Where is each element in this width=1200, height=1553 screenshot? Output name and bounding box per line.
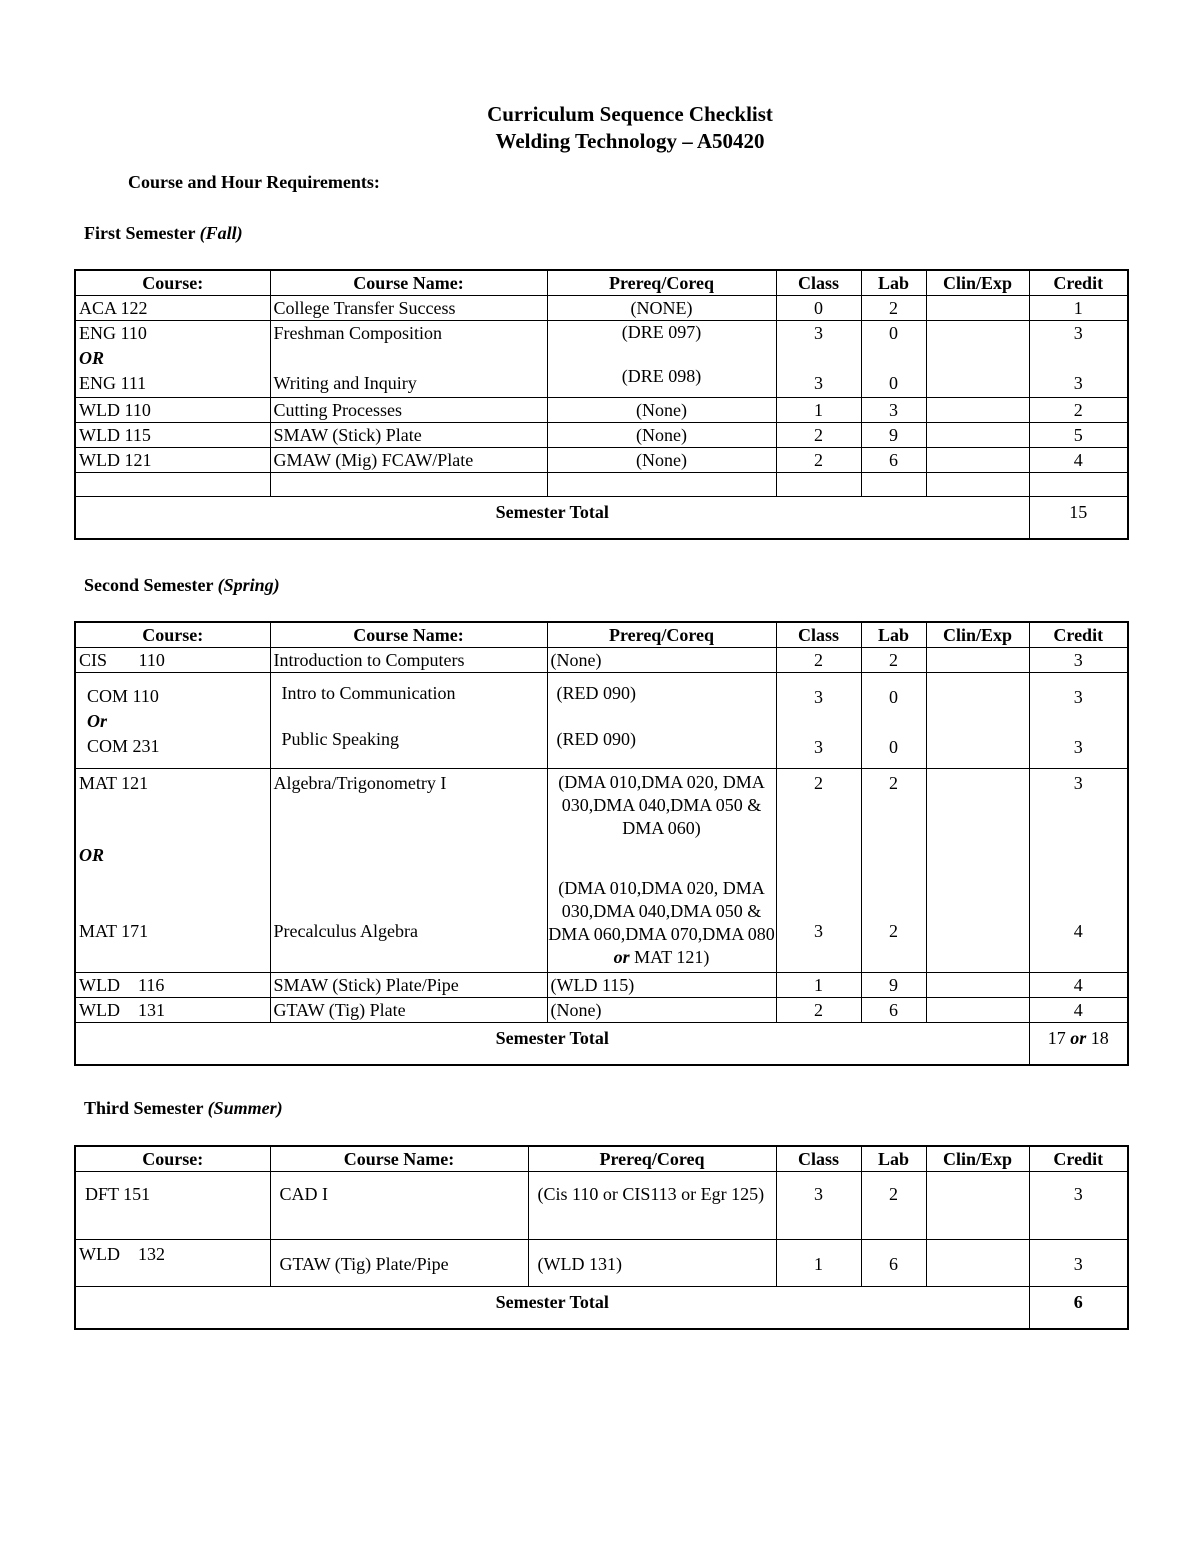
prereq: (Cis 110 or CIS113 or Egr 125) <box>528 1172 776 1240</box>
clin-hours <box>926 448 1029 473</box>
col-course: Course: <box>75 270 270 296</box>
table-row <box>75 973 1128 998</box>
clin-hours <box>926 398 1029 423</box>
course-code: ACA 122 <box>75 296 270 321</box>
lab-hours: 9 <box>861 423 926 448</box>
course-code-a: ENG 110 <box>79 323 147 343</box>
course-name-a: Algebra/Trigonometry I <box>273 773 447 793</box>
col-credit: Credit <box>1029 270 1128 296</box>
lab-hours <box>861 769 926 973</box>
class-hours: 1 <box>776 398 861 423</box>
semester-label: First Semester <box>84 223 196 243</box>
course-code: WLD 110 <box>75 398 270 423</box>
credit-hours: 3 <box>1029 1172 1128 1240</box>
lab-hours: 9 <box>861 973 926 998</box>
col-credit: Credit <box>1029 1146 1128 1172</box>
lab-a: 2 <box>889 773 898 793</box>
semester-term: (Spring) <box>217 575 280 595</box>
or-label: or <box>613 947 630 967</box>
course-code: WLD 115 <box>75 423 270 448</box>
course-name <box>270 673 547 769</box>
class-b: 3 <box>814 737 823 757</box>
course-name-b: Writing and Inquiry <box>273 373 417 393</box>
table-row <box>75 1172 1128 1240</box>
credit-hours: 3 <box>1029 1240 1128 1287</box>
credit-hours <box>1029 321 1128 398</box>
course-table-summer <box>74 1145 1129 1330</box>
prereq-b: (RED 090) <box>556 729 636 749</box>
lab-hours: 3 <box>861 398 926 423</box>
table-row <box>75 321 1128 398</box>
class-hours: 2 <box>776 423 861 448</box>
lab-b: 0 <box>889 373 898 393</box>
course-table-spring <box>74 621 1129 1066</box>
class-hours <box>776 673 861 769</box>
table-row <box>75 648 1128 673</box>
or-label: OR <box>79 845 105 865</box>
lab-hours <box>861 673 926 769</box>
credit-hours: 3 <box>1029 648 1128 673</box>
col-course-name: Course Name: <box>270 1146 528 1172</box>
credit-hours <box>1029 673 1128 769</box>
class-b: 3 <box>814 373 823 393</box>
class-a: 3 <box>814 687 823 707</box>
credit-a: 3 <box>1073 323 1083 343</box>
class-a: 3 <box>814 323 823 343</box>
col-class: Class <box>776 1146 861 1172</box>
semester-heading-summer <box>84 1098 283 1119</box>
col-class: Class <box>776 622 861 648</box>
course-name <box>270 769 547 973</box>
document-title: Curriculum Sequence Checklist <box>487 102 773 126</box>
prereq: (NONE) <box>547 296 776 321</box>
table-row <box>75 1240 1128 1287</box>
col-class: Class <box>776 270 861 296</box>
course-code: WLD 121 <box>75 448 270 473</box>
clin-hours <box>926 321 1029 398</box>
prereq: (None) <box>547 648 776 673</box>
course-table-fall <box>74 269 1129 540</box>
course-name: College Transfer Success <box>270 296 547 321</box>
semester-total-label: Semester Total <box>75 1287 1029 1329</box>
class-hours: 2 <box>776 448 861 473</box>
semester-label: Second Semester <box>84 575 214 595</box>
semester-total-label: Semester Total <box>75 497 1029 539</box>
lab-a: 0 <box>889 687 898 707</box>
clin-hours <box>926 998 1029 1023</box>
course-name: Cutting Processes <box>270 398 547 423</box>
col-credit: Credit <box>1029 622 1128 648</box>
semester-heading-spring <box>84 575 280 596</box>
clin-hours <box>926 769 1029 973</box>
prereq: (WLD 115) <box>547 973 776 998</box>
col-prereq: Prereq/Coreq <box>547 622 776 648</box>
class-hours: 3 <box>776 1172 861 1240</box>
credit-hours <box>1029 769 1128 973</box>
table-row <box>75 423 1128 448</box>
clin-hours <box>926 296 1029 321</box>
col-course-name: Course Name: <box>270 622 547 648</box>
prereq <box>547 769 776 973</box>
lab-hours: 6 <box>861 448 926 473</box>
prereq: (WLD 131) <box>528 1240 776 1287</box>
class-hours: 1 <box>776 1240 861 1287</box>
course-name: CAD I <box>270 1172 528 1240</box>
class-hours <box>776 321 861 398</box>
lab-b: 2 <box>889 921 898 941</box>
course-name: SMAW (Stick) Plate <box>270 423 547 448</box>
credit-hours: 2 <box>1029 398 1128 423</box>
clin-hours <box>926 1240 1029 1287</box>
col-course: Course: <box>75 622 270 648</box>
prereq-a: (DRE 097) <box>621 322 702 342</box>
table-row <box>75 998 1128 1023</box>
credit-b: 3 <box>1073 737 1083 757</box>
course-code: WLD 116 <box>75 973 270 998</box>
course-code-b: COM 231 <box>87 736 160 756</box>
course-code-b: MAT 171 <box>79 921 149 941</box>
course-code <box>75 321 270 398</box>
course-code: DFT 151 <box>75 1172 270 1240</box>
or-label: OR <box>79 348 105 368</box>
table-header-row <box>75 622 1128 648</box>
course-name <box>270 321 547 398</box>
table-row <box>75 448 1128 473</box>
course-code <box>75 673 270 769</box>
table-header-row <box>75 270 1128 296</box>
col-prereq: Prereq/Coreq <box>547 270 776 296</box>
course-name: GMAW (Mig) FCAW/Plate <box>270 448 547 473</box>
course-name-b: Public Speaking <box>281 729 399 749</box>
course-code-a: COM 110 <box>87 686 159 706</box>
table-row <box>75 296 1128 321</box>
lab-hours: 2 <box>861 648 926 673</box>
lab-a: 0 <box>889 323 898 343</box>
empty-row <box>75 473 1128 497</box>
class-b: 3 <box>814 921 823 941</box>
lab-hours: 2 <box>861 296 926 321</box>
lab-hours <box>861 321 926 398</box>
lab-hours: 6 <box>861 998 926 1023</box>
prereq-a: (DMA 010,DMA 020, DMA 030,DMA 040,DMA 050 & DMA 060) <box>558 772 765 838</box>
lab-hours: 2 <box>861 1172 926 1240</box>
credit-hours: 1 <box>1029 296 1128 321</box>
prereq <box>547 673 776 769</box>
prereq: (None) <box>547 398 776 423</box>
credit-b: 4 <box>1073 921 1083 941</box>
prereq <box>547 321 776 398</box>
semester-term: (Fall) <box>199 223 243 243</box>
table-header-row <box>75 1146 1128 1172</box>
or-label: Or <box>87 711 108 731</box>
col-lab: Lab <box>861 1146 926 1172</box>
col-lab: Lab <box>861 270 926 296</box>
credit-hours: 4 <box>1029 998 1128 1023</box>
lab-b: 0 <box>889 737 898 757</box>
semester-term: (Summer) <box>207 1098 283 1118</box>
prereq-b: (DRE 098) <box>621 366 702 386</box>
course-code: WLD 131 <box>75 998 270 1023</box>
semester-heading-fall <box>84 223 243 244</box>
credit-a: 3 <box>1073 773 1083 793</box>
clin-hours <box>926 648 1029 673</box>
col-prereq: Prereq/Coreq <box>528 1146 776 1172</box>
clin-hours <box>926 973 1029 998</box>
class-hours <box>776 769 861 973</box>
credit-hours: 4 <box>1029 973 1128 998</box>
credit-b: 3 <box>1073 373 1083 393</box>
class-a: 2 <box>814 773 823 793</box>
col-clin: Clin/Exp <box>926 622 1029 648</box>
course-name: SMAW (Stick) Plate/Pipe <box>270 973 547 998</box>
semester-total-row <box>75 1287 1128 1329</box>
document-subtitle: Welding Technology – A50420 <box>495 129 765 153</box>
credit-hours: 5 <box>1029 423 1128 448</box>
course-name-a: Freshman Composition <box>273 323 443 343</box>
semester-label: Third Semester <box>84 1098 204 1118</box>
clin-hours <box>926 423 1029 448</box>
course-name: GTAW (Tig) Plate/Pipe <box>270 1240 528 1287</box>
table-row <box>75 398 1128 423</box>
col-course-name: Course Name: <box>270 270 547 296</box>
col-lab: Lab <box>861 622 926 648</box>
class-hours: 0 <box>776 296 861 321</box>
col-clin: Clin/Exp <box>926 270 1029 296</box>
prereq-a: (RED 090) <box>556 683 636 703</box>
credit-hours: 4 <box>1029 448 1128 473</box>
prereq-b: (DMA 010,DMA 020, DMA 030,DMA 040,DMA 050 & DMA 060,DMA 070,DMA 080 or MAT 121) <box>548 878 775 967</box>
clin-hours <box>926 673 1029 769</box>
clin-hours <box>926 1172 1029 1240</box>
course-code: WLD 132 <box>75 1240 270 1287</box>
semester-total-label: Semester Total <box>75 1023 1029 1065</box>
semester-total-value: 17 or 18 <box>1029 1023 1128 1065</box>
course-code: CIS 110 <box>75 648 270 673</box>
semester-total-row <box>75 497 1128 539</box>
semester-total-row <box>75 1023 1128 1065</box>
semester-total-value: 15 <box>1029 497 1128 539</box>
course-name: Introduction to Computers <box>270 648 547 673</box>
requirements-heading: Course and Hour Requirements: <box>128 172 380 192</box>
course-name-a: Intro to Communication <box>281 683 456 703</box>
class-hours: 2 <box>776 998 861 1023</box>
table-row <box>75 769 1128 973</box>
col-course: Course: <box>75 1146 270 1172</box>
prereq: (None) <box>547 998 776 1023</box>
table-row <box>75 673 1128 769</box>
prereq: (None) <box>547 448 776 473</box>
class-hours: 2 <box>776 648 861 673</box>
lab-hours: 6 <box>861 1240 926 1287</box>
course-code-a: MAT 121 <box>79 773 149 793</box>
prereq: (None) <box>547 423 776 448</box>
course-code-b: ENG 111 <box>79 373 147 393</box>
credit-a: 3 <box>1073 687 1083 707</box>
semester-total-value: 6 <box>1029 1287 1128 1329</box>
course-code <box>75 769 270 973</box>
or-label: or <box>1070 1028 1087 1048</box>
course-name: GTAW (Tig) Plate <box>270 998 547 1023</box>
course-name-b: Precalculus Algebra <box>273 921 418 941</box>
col-clin: Clin/Exp <box>926 1146 1029 1172</box>
class-hours: 1 <box>776 973 861 998</box>
